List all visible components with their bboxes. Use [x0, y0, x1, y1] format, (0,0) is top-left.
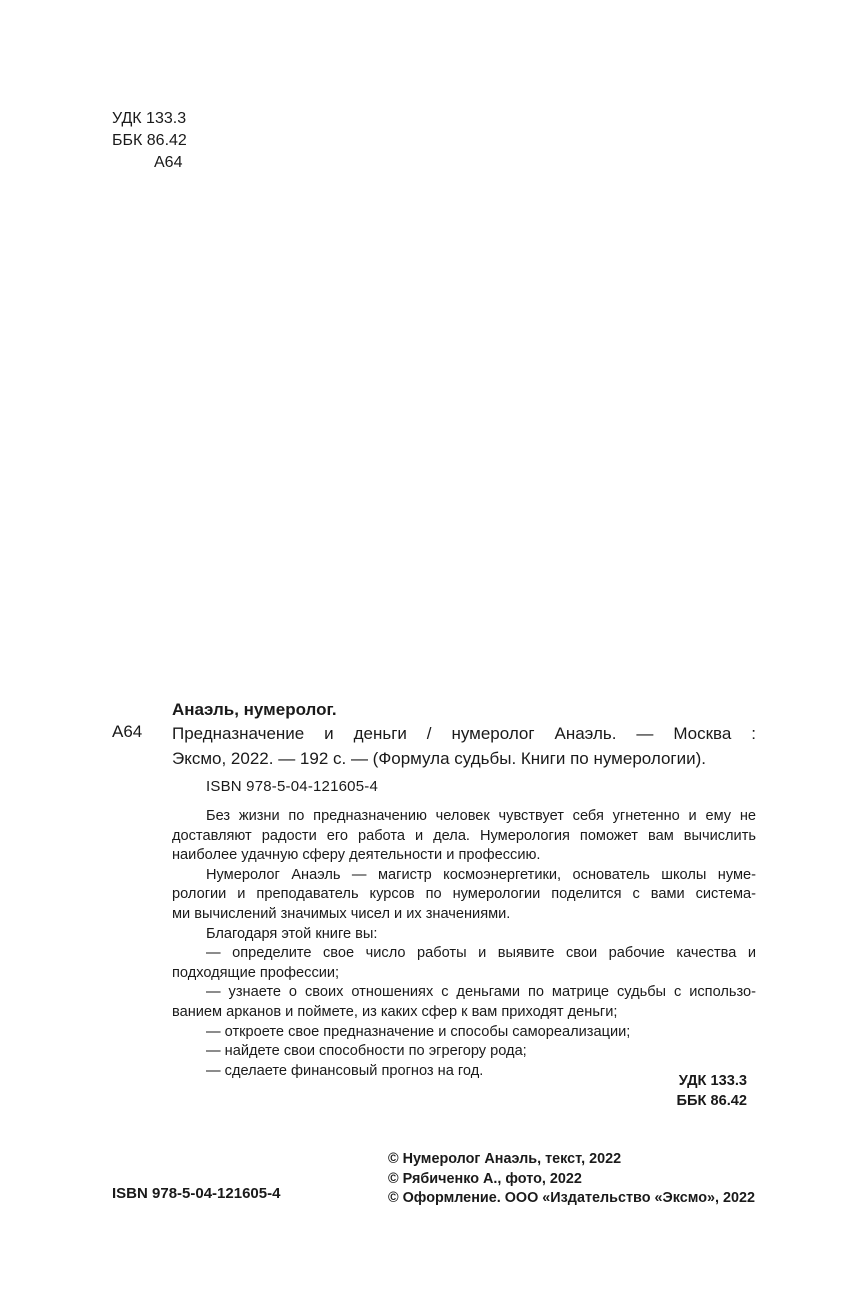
copyright-line: © Оформление. ООО «Издательство «Эксмо», 2022 — [388, 1190, 755, 1207]
cutter-code: А64 — [154, 154, 183, 171]
annotation-line: — сделаете финансовый прогноз на год. — [206, 1062, 484, 1079]
annotation-line: наиболее удачную сферу деятельности и профессию. — [172, 847, 541, 864]
cutter-mark: А64 — [112, 722, 143, 741]
biblio-line-2: Эксмо, 2022. — 192 с. — (Формула судьбы. Книги по нумерологии). — [172, 749, 706, 768]
classification-right — [677, 1072, 747, 1111]
bibliographic-record — [172, 721, 756, 771]
annotation — [172, 807, 756, 1081]
annotation-line: ми вычислений значимых чисел и их значениями. — [172, 905, 511, 922]
annotation-line: доставляют радости его работа и дела. Нумерология поможет вам вычислить — [172, 827, 756, 844]
annotation-line: рологии и преподаватель курсов по нумерологии поделится с вами система- — [172, 886, 756, 903]
copyright-line: © Нумеролог Анаэль, текст, 2022 — [388, 1151, 622, 1167]
annotation-line: Без жизни по предназначению человек чувствует себя угнетенно и ему не — [206, 808, 756, 824]
isbn-bottom: ISBN 978-5-04-121605-4 — [112, 1185, 281, 1202]
bbk-code-right: ББК 86.42 — [676, 1092, 747, 1109]
annotation-line: ванием арканов и поймете, из каких сфер к вам приходят деньги; — [172, 1003, 618, 1020]
annotation-line: — определите свое число работы и выявите свои рабочие качества и — [206, 945, 756, 962]
udk-code: УДК 133.3 — [112, 110, 187, 127]
udk-code-right: УДК 133.3 — [678, 1073, 747, 1089]
author-heading: Анаэль, нумеролог. — [172, 700, 337, 719]
annotation-line: подходящие профессии; — [172, 964, 340, 981]
copyright-block — [388, 1150, 755, 1209]
isbn-line: ISBN 978-5-04-121605-4 — [206, 778, 379, 795]
annotation-line: — узнаете о своих отношениях с деньгами по матрице судьбы с использо- — [206, 984, 756, 1001]
annotation-line: Благодаря этой книге вы: — [206, 925, 378, 942]
annotation-line: — найдете свои способности по эгрегору рода; — [206, 1043, 527, 1060]
bbk-code: ББК 86.42 — [112, 132, 187, 149]
annotation-line: — откроете свое предназначение и способы самореализации; — [206, 1023, 631, 1040]
biblio-line-1: Предназначение и деньги / нумеролог Анаэль. — Москва : — [172, 724, 756, 743]
top-classification-codes — [112, 108, 187, 174]
copyright-line: © Рябиченко А., фото, 2022 — [388, 1170, 582, 1187]
annotation-line: Нумеролог Анаэль — магистр космоэнергетики, основатель школы нуме- — [206, 866, 756, 883]
